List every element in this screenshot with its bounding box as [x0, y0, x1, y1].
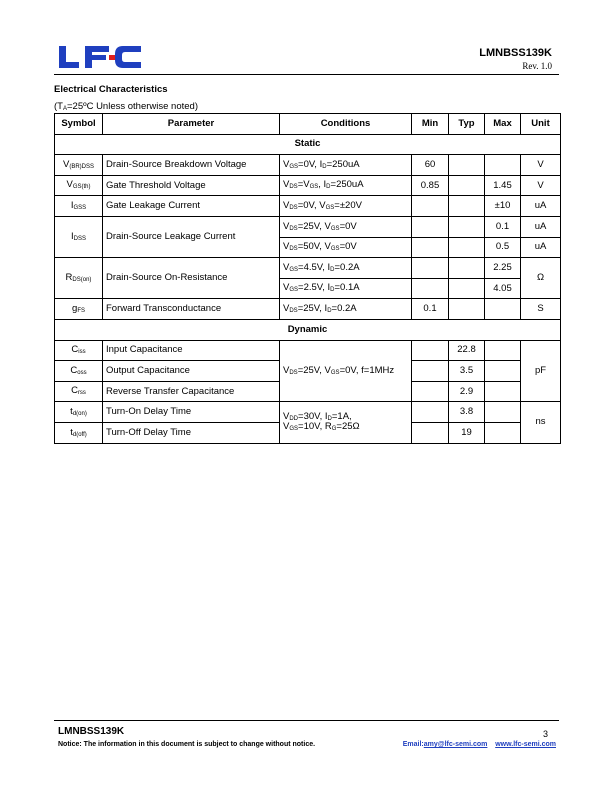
symbol-cell: $I_{DSS}$ [55, 216, 103, 257]
parameter-cell: Input Capacitance [103, 340, 280, 361]
footer-divider [54, 720, 559, 721]
conditions-cell: $V_{DS}=25V$, $V_{GS}=0V$, f=1MHz [280, 340, 412, 402]
unit-cell: S [521, 299, 561, 320]
max-cell: 2.25 [485, 258, 521, 279]
table-row [55, 216, 561, 237]
conditions-cell: $V_{DS}=0V$, $V_{GS}=\pm 20V$ [280, 196, 412, 217]
min-cell [412, 361, 449, 382]
email-link[interactable]: amy@lfc-semi.com [423, 741, 488, 748]
max-cell: 1.45 [485, 175, 521, 196]
typ-cell [449, 278, 485, 299]
notice-text: Notice: The information in this document is subject to change without notice. [58, 741, 316, 748]
condition-note: ($T_A=25ºC$ Unless otherwise noted) [54, 101, 198, 112]
col-header-conditions: Conditions [280, 114, 412, 135]
parameter-cell: Reverse Transfer Capacitance [103, 381, 280, 402]
unit-cell: V [521, 155, 561, 176]
unit-cell: uA [521, 196, 561, 217]
col-header-unit: Unit [521, 114, 561, 135]
min-cell: 0.1 [412, 299, 449, 320]
part-number-header: LMNBSS139K [479, 47, 552, 59]
conditions-cell: $V_{DD}=30V$, $I_D=1A$, $V_{GS}=10V$, $R_G=25\Omega$ [280, 402, 412, 443]
table-row [55, 155, 561, 176]
unit-cell: Ω [521, 258, 561, 299]
contact-info [403, 741, 556, 748]
conditions-cell: $V_{DS}=25V$, $V_{GS}=0V$ [280, 216, 412, 237]
part-number-footer: LMNBSS139K [58, 726, 125, 737]
parameter-cell: Output Capacitance [103, 361, 280, 382]
min-cell [412, 258, 449, 279]
table-row [55, 402, 561, 423]
parameter-cell: Forward Transconductance [103, 299, 280, 320]
header-divider [54, 74, 559, 75]
website-link[interactable]: www.lfc-semi.com [495, 741, 556, 748]
min-cell [412, 237, 449, 258]
max-cell: 0.5 [485, 237, 521, 258]
typ-cell [449, 155, 485, 176]
max-cell: 0.1 [485, 216, 521, 237]
unit-cell: pF [521, 340, 561, 402]
group-row-static [55, 134, 561, 155]
min-cell [412, 278, 449, 299]
conditions-cell: $V_{GS}=4.5V$, $I_D=0.2A$ [280, 258, 412, 279]
unit-cell: ns [521, 402, 561, 443]
group-row-dynamic [55, 319, 561, 340]
typ-cell [449, 258, 485, 279]
col-header-parameter: Parameter [103, 114, 280, 135]
symbol-cell: $V_{(BR)DSS}$ [55, 155, 103, 176]
table-row [55, 299, 561, 320]
symbol-cell: $C_{iss}$ [55, 340, 103, 361]
table-header-row [55, 114, 561, 135]
email-label: Email: [402, 741, 424, 748]
typ-cell [449, 237, 485, 258]
typ-cell [449, 196, 485, 217]
max-cell: 4.05 [485, 278, 521, 299]
max-cell [485, 299, 521, 320]
typ-cell [449, 299, 485, 320]
page-number: 3 [542, 729, 548, 739]
revision-label: Rev. 1.0 [522, 61, 552, 71]
parameter-cell: Drain-Source On-Resistance [103, 258, 280, 299]
min-cell [412, 402, 449, 423]
parameter-cell: Gate Threshold Voltage [103, 175, 280, 196]
typ-cell: 19 [449, 422, 485, 443]
group-label-dynamic: Dynamic [55, 319, 561, 340]
max-cell [485, 361, 521, 382]
lfc-logo [57, 45, 143, 69]
max-cell [485, 155, 521, 176]
col-header-symbol: Symbol [55, 114, 103, 135]
conditions-cell: $V_{GS}=0V$, $I_D=250uA$ [280, 155, 412, 176]
min-cell: 60 [412, 155, 449, 176]
table-row [55, 196, 561, 217]
conditions-cell: $V_{DS}=V_{GS}$, $I_D=250uA$ [280, 175, 412, 196]
typ-cell: 3.5 [449, 361, 485, 382]
max-cell [485, 402, 521, 423]
max-cell [485, 340, 521, 361]
symbol-cell: $C_{oss}$ [55, 361, 103, 382]
table-row [55, 340, 561, 361]
parameter-cell: Drain-Source Leakage Current [103, 216, 280, 257]
max-cell [485, 381, 521, 402]
max-cell [485, 422, 521, 443]
conditions-cell: $V_{DS}=50V$, $V_{GS}=0V$ [280, 237, 412, 258]
table-row [55, 258, 561, 279]
table-row [55, 175, 561, 196]
group-label-static: Static [55, 134, 561, 155]
col-header-typ: Typ [449, 114, 485, 135]
electrical-characteristics-table [54, 113, 561, 444]
section-title: Electrical Characteristics [54, 84, 168, 95]
typ-cell: 22.8 [449, 340, 485, 361]
min-cell [412, 216, 449, 237]
symbol-cell: $C_{rss}$ [55, 381, 103, 402]
min-cell [412, 422, 449, 443]
parameter-cell: Gate Leakage Current [103, 196, 280, 217]
min-cell [412, 196, 449, 217]
typ-cell [449, 175, 485, 196]
col-header-max: Max [485, 114, 521, 135]
min-cell: 0.85 [412, 175, 449, 196]
symbol-cell: $V_{GS(th)}$ [55, 175, 103, 196]
symbol-cell: $t_{d(on)}$ [55, 402, 103, 423]
symbol-cell: $g_{FS}$ [55, 299, 103, 320]
max-cell: ±10 [485, 196, 521, 217]
unit-cell: uA [521, 216, 561, 237]
symbol-cell: $R_{DS(on)}$ [55, 258, 103, 299]
symbol-cell: $I_{GSS}$ [55, 196, 103, 217]
col-header-min: Min [412, 114, 449, 135]
min-cell [412, 340, 449, 361]
typ-cell: 2.9 [449, 381, 485, 402]
parameter-cell: Turn-On Delay Time [103, 402, 280, 423]
min-cell [412, 381, 449, 402]
typ-cell [449, 216, 485, 237]
typ-cell: 3.8 [449, 402, 485, 423]
symbol-cell: $t_{d(off)}$ [55, 422, 103, 443]
unit-cell: V [521, 175, 561, 196]
parameter-cell: Drain-Source Breakdown Voltage [103, 155, 280, 176]
conditions-cell: $V_{GS}=2.5V$, $I_D=0.1A$ [280, 278, 412, 299]
parameter-cell: Turn-Off Delay Time [103, 422, 280, 443]
conditions-cell: $V_{DS}=25V$, $I_D=0.2A$ [280, 299, 412, 320]
unit-cell: uA [521, 237, 561, 258]
